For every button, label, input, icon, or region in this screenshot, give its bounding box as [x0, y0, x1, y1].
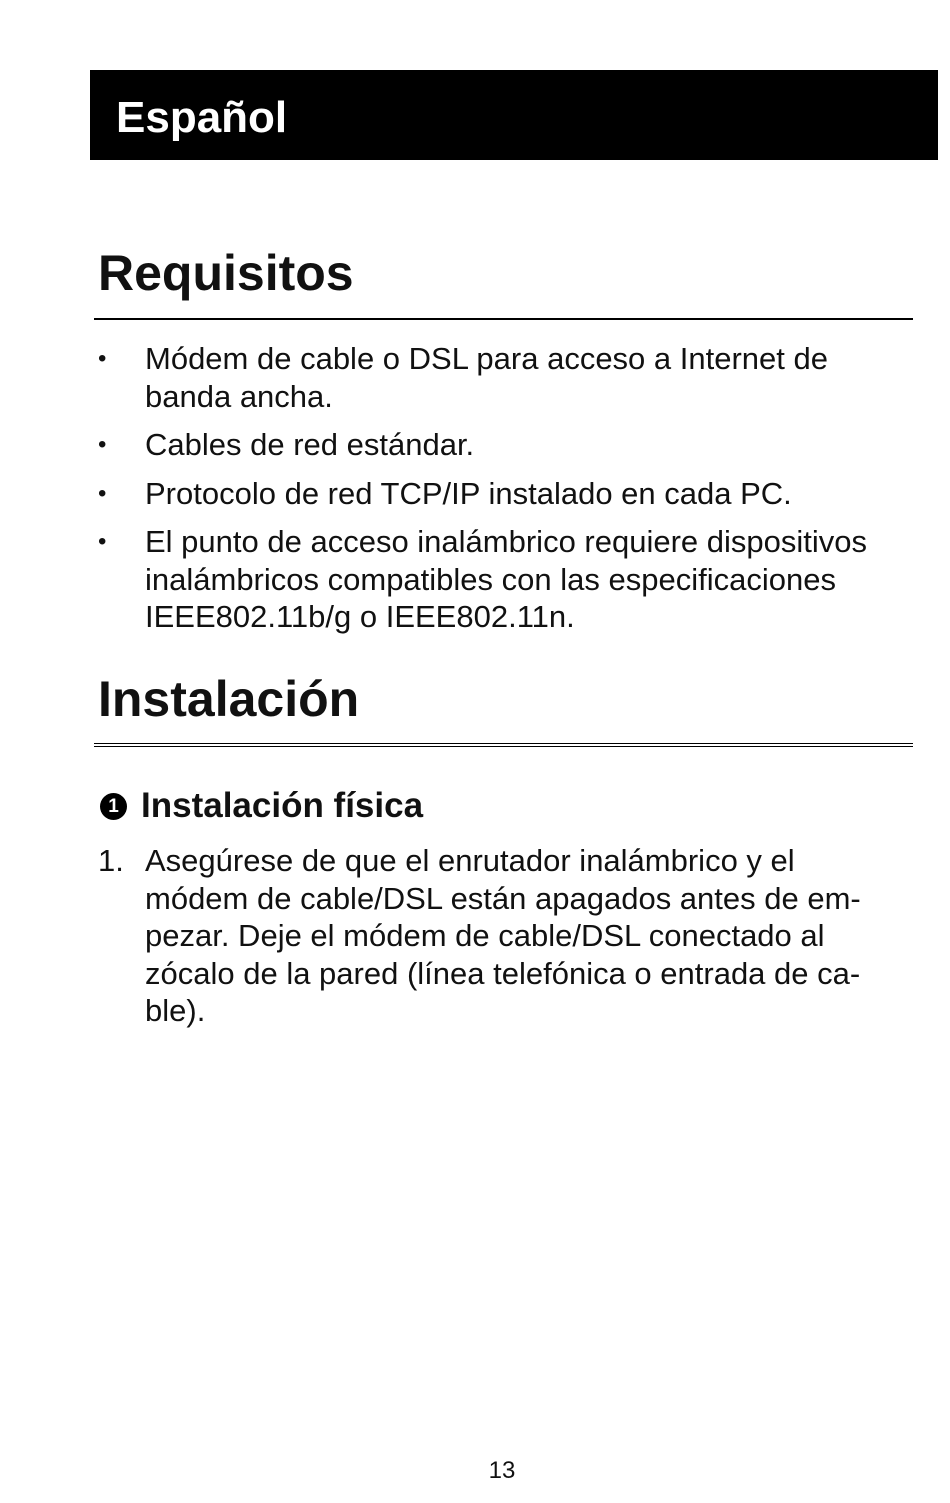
step-line: módem de cable/DSL están apagados antes de em-	[145, 880, 861, 916]
requirement-item	[0, 340, 950, 415]
requirement-line: inalámbricos compatibles con las especificaciones	[145, 561, 836, 597]
page-number: 13	[488, 1457, 516, 1484]
installation-rule-top	[94, 743, 913, 744]
language-label: Español	[116, 93, 288, 142]
requirement-line: Protocolo de red TCP/IP instalado en cada PC.	[145, 475, 792, 511]
step-line: Asegúrese de que el enrutador inalámbrico y el	[145, 843, 795, 878]
requirement-item	[0, 523, 950, 636]
requirement-item	[0, 475, 950, 513]
bullet-icon: •	[98, 479, 107, 507]
requirement-line: Módem de cable o DSL para acceso a Internet de	[145, 341, 828, 376]
step-line: pezar. Deje el módem de cable/DSL conectado al	[145, 918, 825, 953]
installation-steps	[0, 842, 950, 1030]
requirement-line: Cables de red estándar.	[145, 427, 475, 462]
step-line: ble).	[145, 993, 206, 1028]
language-header-bar	[90, 70, 938, 160]
requirement-line: El punto de acceso inalámbrico requiere dispositivos	[145, 524, 868, 559]
physical-installation-title: Instalación física	[141, 786, 424, 825]
installation-rule-bottom	[94, 746, 913, 747]
requirement-item	[0, 426, 950, 464]
bullet-icon: •	[98, 431, 107, 458]
step-item	[0, 842, 950, 1030]
requirement-line: banda ancha.	[145, 378, 333, 414]
requirements-heading: Requisitos	[98, 245, 354, 301]
bullet-icon: •	[98, 528, 107, 555]
circled-number-icon: 1	[100, 793, 127, 820]
bullet-icon: •	[98, 345, 107, 372]
physical-installation-heading	[98, 784, 423, 828]
step-number: 1.	[98, 843, 124, 878]
step-line: zócalo de la pared (línea telefónica o entrada de ca-	[145, 955, 861, 991]
installation-heading: Instalación	[98, 671, 360, 727]
requirement-line: IEEE802.11b/g o IEEE802.11n.	[145, 599, 575, 634]
requirements-rule	[94, 318, 913, 320]
requirements-list	[0, 340, 950, 647]
